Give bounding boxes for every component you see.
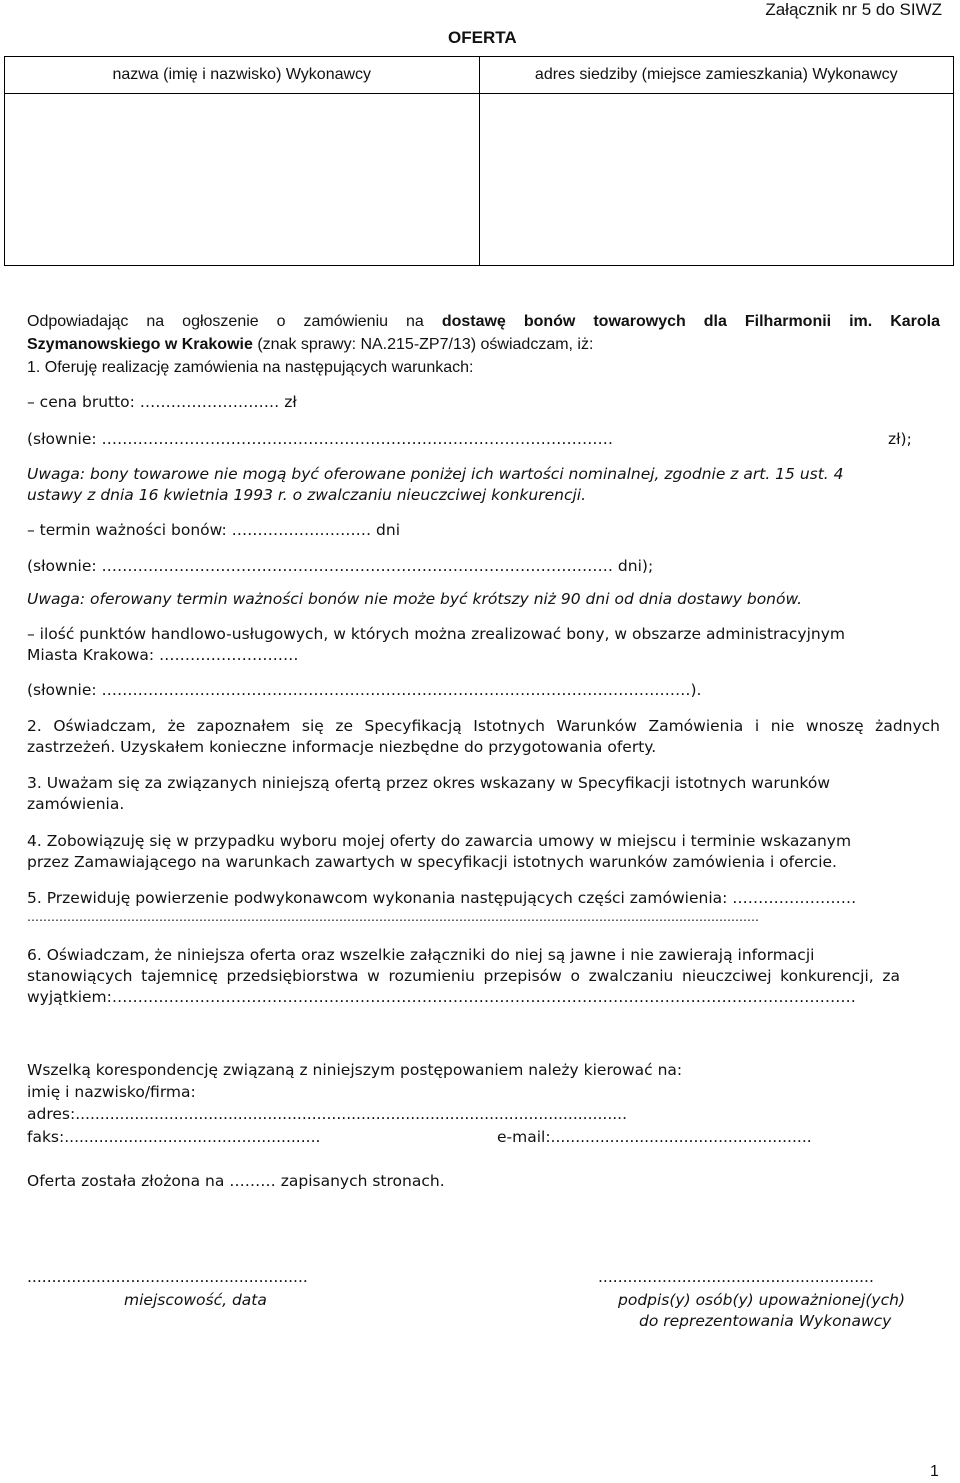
item-6-line-2: stanowiących tajemnicę przedsiębiorstwa w rozumieniu przepisów o zwalczaniu nieuczciwej konkurencji, za [27, 967, 900, 985]
page-title: OFERTA [448, 28, 517, 47]
contact-fax-line: faks:.................................................... [27, 1128, 321, 1146]
correspondence-intro: Wszelką korespondencję związaną z niniejszym postępowaniem należy kierować na: [27, 1061, 683, 1079]
price-in-words-end: zł); [888, 430, 912, 448]
item-5-line-1: 5. Przewiduję powierzenie podwykonawcom wykonania następujących części zamówienia: …………………… [27, 889, 857, 907]
attachment-label: Załącznik nr 5 do SIWZ [765, 0, 942, 19]
validity-in-words: (słownie: ……………………………………………………………………………………… dni); [27, 557, 654, 575]
signature-label-line-1: podpis(y) osób(y) upoważnionej(ych) [618, 1291, 905, 1309]
item-2-line-2: zastrzeżeń. Uzyskałem konieczne informacje niezbędne do przygotowania oferty. [27, 738, 657, 756]
item-5-line-2: ………………………………………………………………………………………………………………………………………………………………… [27, 910, 759, 924]
place-date-dots: ......................................................... [27, 1268, 308, 1286]
points-line-2: Miasta Krakowa: ……………………… [27, 646, 299, 664]
item-3-line-2: zamówienia. [27, 795, 125, 813]
signature-dots: ........................................................ [598, 1268, 874, 1286]
intro-line-1: Odpowiadając na ogłoszenie o zamówieniu na dostawę bonów towarowych dla Filharmonii im. Karola [27, 313, 941, 330]
item-4-line-2: przez Zamawiającego na warunkach zawartych w specyfikacji istotnych warunków zamówienia i ofercie. [27, 853, 837, 871]
price-in-words: (słownie: ……………………………………………………………………………………… [27, 430, 614, 448]
page-number: 1 [930, 1463, 939, 1480]
validity-note: Uwaga: oferowany termin ważności bonów nie może być krótszy niż 90 dni od dnia dostawy bonów. [27, 590, 803, 608]
item-4-line-1: 4. Zobowiązuję się w przypadku wyboru mojej oferty do zawarcia umowy w miejscu i terminie wskazanym [27, 832, 852, 850]
intro-line-2: Szymanowskiego w Krakowie (znak sprawy: NA.215-ZP7/13) oświadczam, iż: [27, 336, 594, 353]
validity-line: – termin ważności bonów: ……………………… dni [27, 521, 400, 539]
contractor-name-header: nazwa (imię i nazwisko) Wykonawcy [5, 57, 480, 94]
signature-label-line-2: do reprezentowania Wykonawcy [639, 1312, 892, 1330]
points-line-1: – ilość punktów handlowo-usługowych, w których można zrealizować bony, w obszarze administracyjnym [27, 625, 845, 643]
item-1-heading: 1. Oferuję realizację zamówienia na następujących warunkach: [27, 359, 474, 376]
contact-address-line: adres:................................................................................................................ [27, 1105, 628, 1123]
item-6-line-3: wyjątkiem:……………………………………………………………………………………………………………………………… [27, 988, 856, 1006]
price-note-line-1: Uwaga: bony towarowe nie mogą być oferowane poniżej ich wartości nominalnej, zgodnie z art. 15 ust. 4 [27, 465, 844, 483]
place-date-label: miejscowość, data [124, 1291, 267, 1309]
contractor-table [4, 56, 954, 266]
contractor-address-header: adres siedziby (miejsce zamieszkania) Wykonawcy [479, 57, 954, 94]
item-2-line-1: 2. Oświadczam, że zapoznałem się ze Specyfikacją Istotnych Warunków Zamówienia i nie wnoszę żadnych [27, 717, 940, 735]
points-in-words: (słownie: ……………………………………………………………………………………………………). [27, 681, 702, 699]
price-line: – cena brutto: ……………………… zł [27, 393, 297, 411]
item-3-line-1: 3. Uważam się za związanych niniejszą ofertą przez okres wskazany w Specyfikacji istotnych warunków [27, 774, 831, 792]
price-note-line-2: ustawy z dnia 16 kwietnia 1993 r. o zwalczaniu nieuczciwej konkurencji. [27, 486, 587, 504]
pages-count-line: Oferta została złożona na ……… zapisanych stronach. [27, 1172, 445, 1190]
contact-name-label: imię i nazwisko/firma: [27, 1083, 196, 1101]
contractor-name-cell[interactable] [5, 94, 480, 266]
contact-email-line: e-mail:..................................................... [497, 1128, 812, 1146]
contractor-address-cell[interactable] [479, 94, 954, 266]
item-6-line-1: 6. Oświadczam, że niniejsza oferta oraz wszelkie załączniki do niej są jawne i nie zawierają informacji [27, 946, 815, 964]
